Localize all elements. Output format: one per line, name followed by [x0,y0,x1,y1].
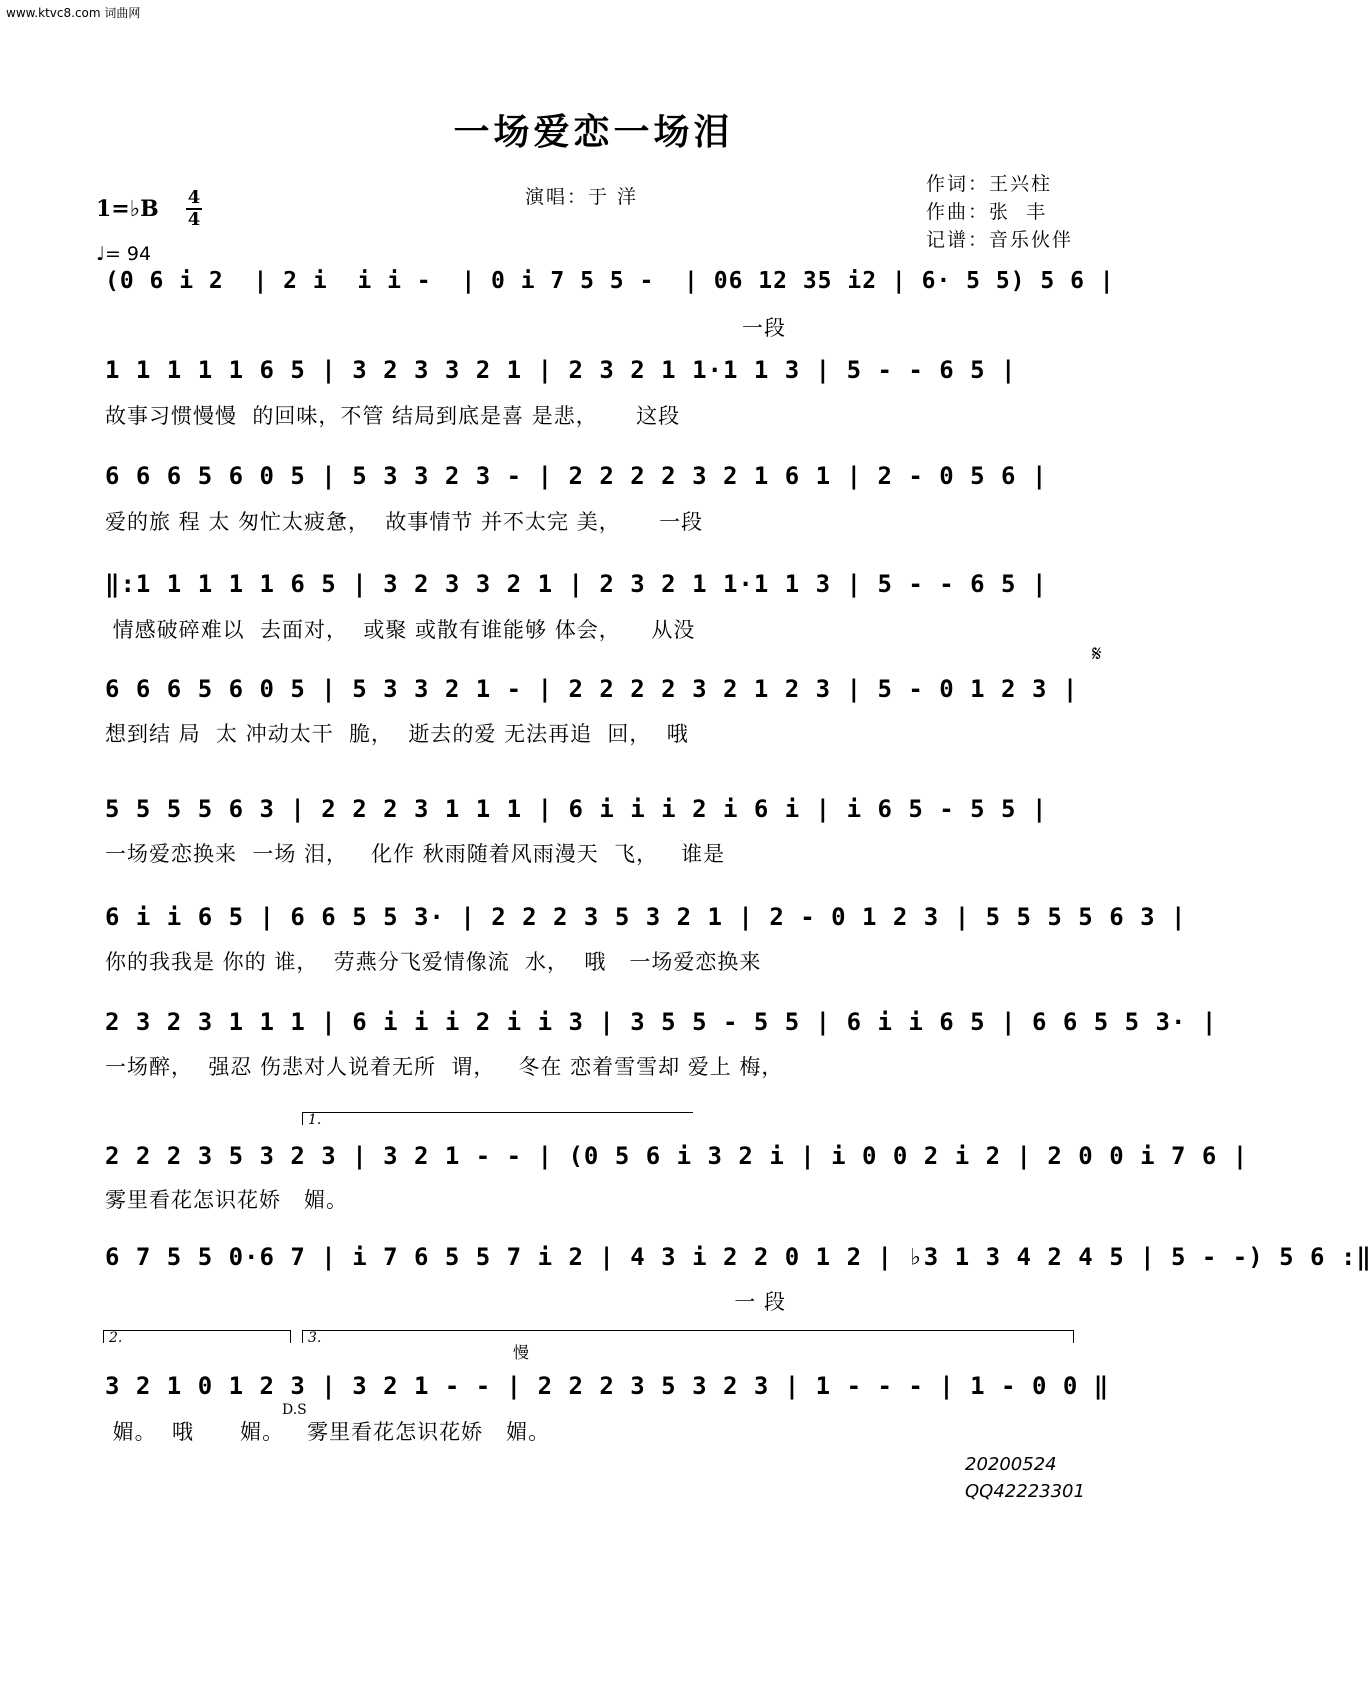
notation-line-7: 6 i i 6 5 | 6 6 5 5 3· | 2 2 2 3 5 3 2 1 | 2 - 0 1 2 3 | 5 5 5 5 6 3 | [105,903,1187,931]
lyric-line-6: 一场爱恋换来 一场 泪， 化作 秋雨随着风雨漫天 飞， 谁是 [105,842,726,866]
notation-line-2: 1 1 1 1 1 6 5 | 3 2 3 3 2 1 | 2 3 2 1 1·1 1 3 | 5 - - 6 5 | [105,356,1017,384]
volta-2-label: 2. [109,1330,123,1346]
site-watermark: www.ktvc8.com 词曲网 [6,6,141,20]
notation-line-11: 3 2 1 0 1 2 3 | 3 2 1 - - | 2 2 2 3 5 3 2 3 | 1 - - - | 1 - 0 0 ‖ [105,1372,1110,1400]
notation-line-3: 6 6 6 5 6 0 5 | 5 3 3 2 3 - | 2 2 2 2 3 2 1 6 1 | 2 - 0 5 6 | [105,462,1048,490]
notation-line-1: (0 6 i 2 | 2 i i i - | 0 i 7 5 5 - | 06 12 35 i2 | 6· 5 5) 5 6 | [105,268,1115,294]
lyric-line-11: 媚。 哦 媚。 雾里看花怎识花娇 媚。 [105,1420,551,1444]
footer-date: 20200524 [965,1454,1057,1475]
volta-3-label: 3. [308,1330,322,1346]
volta-bracket-3 [302,1330,1074,1343]
volta-bracket-1 [302,1112,693,1125]
footer-qq: QQ42223301 [965,1481,1085,1502]
tempo-marking: ♩= 94 [96,243,152,265]
volta-bracket-2 [103,1330,291,1343]
time-signature-bottom: 4 [187,209,201,230]
lyricist-credit: 作词：王兴柱 [926,173,1053,195]
lyric-line-8: 一场醉， 强忍 伤悲对人说着无所 谓， 冬在 恋着雪雪却 爱上 梅， [105,1055,784,1079]
notation-line-6: 5 5 5 5 6 3 | 2 2 2 3 1 1 1 | 6 i i i 2 i 6 i | i 6 5 - 5 5 | [105,795,1048,823]
singer-credit: 演唱：于 洋 [525,186,639,208]
time-signature-top: 4 [187,187,201,208]
notation-line-5: 6 6 6 5 6 0 5 | 5 3 3 2 1 - | 2 2 2 2 3 2 1 2 3 | 5 - 0 1 2 3 | [105,675,1079,703]
lyric-line-9: 雾里看花怎识花娇 媚。 [105,1188,349,1212]
song-title: 一场爱恋一场泪 [453,111,734,153]
key-signature: 1=♭B [96,196,159,222]
lyric-line-3: 爱的旅 程 太 匆忙太疲惫， 故事情节 并不太完 美， 一段 [105,510,704,534]
slow-marking: 慢 [513,1343,530,1362]
composer-credit: 作曲：张 丰 [926,201,1048,223]
lyric-line-4: 情感破碎难以 去面对， 或聚 或散有谁能够 体会， 从没 [105,618,696,642]
segno-mark: 𝄋 [1092,642,1102,667]
lyric-line-5: 想到结 局 太 冲动太干 脆， 逝去的爱 无法再追 回， 哦 [105,722,689,746]
transcriber-credit: 记谱：音乐伙伴 [926,229,1074,251]
lyric-line-2: 故事习惯慢慢 的回味，不管 结局到底是喜 是悲， 这段 [105,404,681,428]
volta-1-label: 1. [308,1112,322,1128]
notation-line-4: ‖:1 1 1 1 1 6 5 | 3 2 3 3 2 1 | 2 3 2 1 1·1 1 3 | 5 - - 6 5 | [105,570,1048,598]
notation-line-8: 2 3 2 3 1 1 1 | 6 i i i 2 i i 3 | 3 5 5 - 5 5 | 6 i i 6 5 | 6 6 5 5 3· | [105,1008,1218,1036]
ds-marking: D.S [282,1402,307,1418]
notation-line-10: 6 7 5 5 0·6 7 | i 7 6 5 5 7 i 2 | 4 3 i 2 2 0 1 2 | ♭3 1 3 4 2 4 5 | 5 - -) 5 6 :‖ [105,1243,1372,1271]
lyric-line-1: 一段 [105,316,787,340]
lyric-line-10: 一 段 [105,1290,787,1314]
lyric-line-7: 你的我我是 你的 谁， 劳燕分飞爱情像流 水， 哦 一场爱恋换来 [105,950,762,974]
notation-line-9: 2 2 2 3 5 3 2 3 | 3 2 1 - - | (0 5 6 i 3 2 i | i 0 0 2 i 2 | 2 0 0 i 7 6 | [105,1142,1249,1170]
